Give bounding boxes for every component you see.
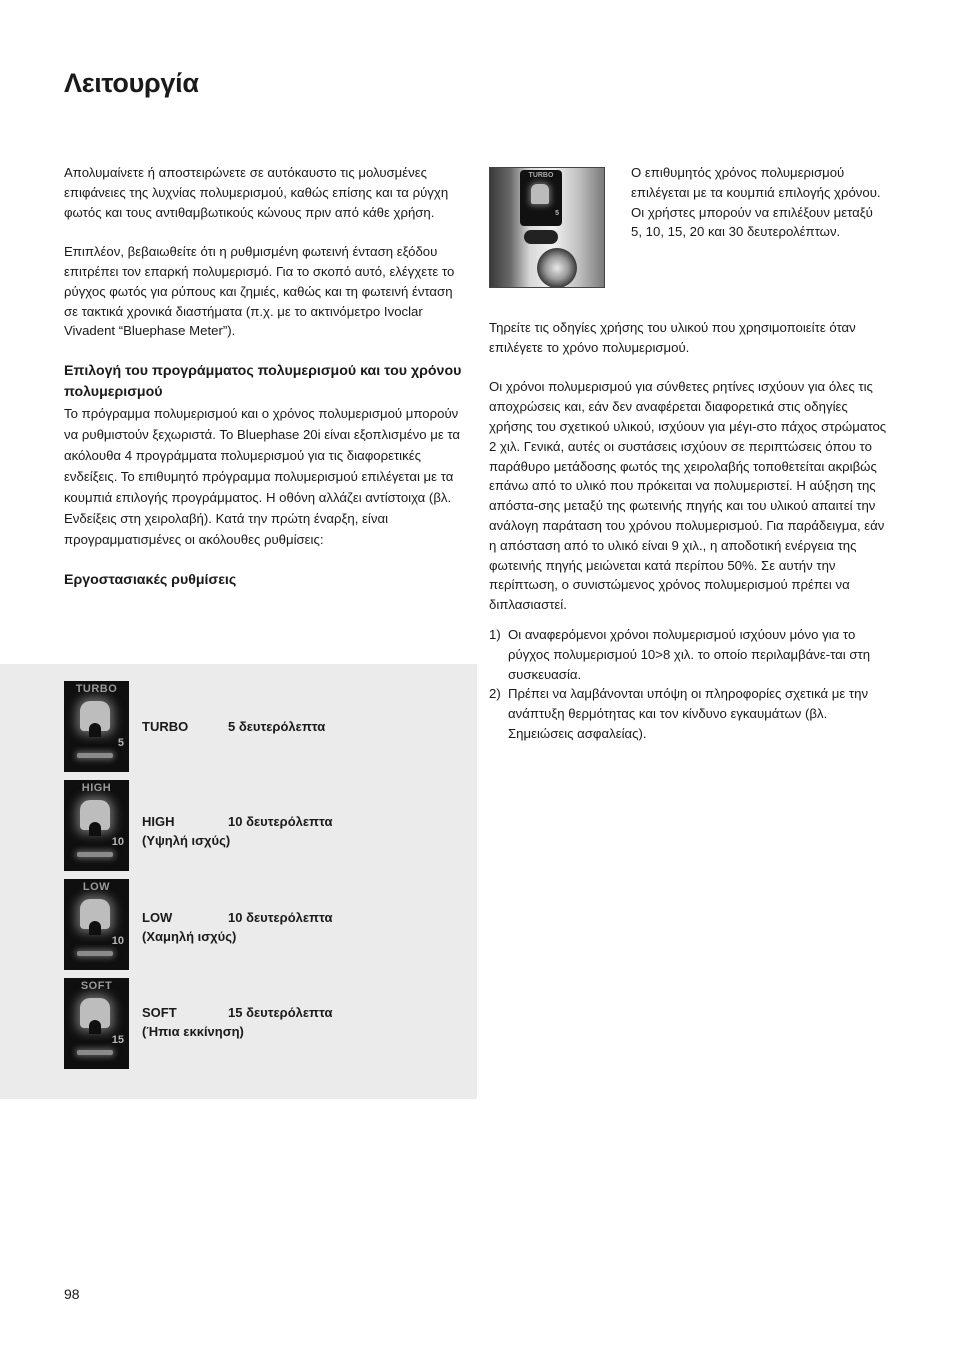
right-column bbox=[489, 318, 887, 744]
soft-display-icon bbox=[64, 978, 129, 1069]
footnote-number: 2) bbox=[489, 686, 501, 702]
lcd-seconds: 15 bbox=[111, 1034, 124, 1046]
tooth-icon bbox=[80, 899, 110, 929]
time-selection-caption: Ο επιθυμητός χρόνος πολυμερισμού επιλέγεται με τα κουμπιά επιλογής χρόνου. Οι χρήστες μπορούν να επιλέξουν μεταξύ 5, 10, 15, 20 και 30 δευτερολέπτων. bbox=[631, 165, 881, 240]
program-time: 10 δευτερόλεπτα bbox=[228, 910, 333, 925]
tooth-icon bbox=[80, 998, 110, 1028]
device-screen-label: TURBO bbox=[528, 172, 554, 179]
curing-times-paragraph: Οι χρόνοι πολυμερισμού για σύνθετες ρητίνες ισχύουν για όλες τις αποχρώσεις και, εάν δεν αναφέρεται διαφορετικά στις οδηγίες χρήσης του σχετικού υλικού, ισχύουν για μέγι-στο πάχος στρώματος 2 χιλ. Γενικά, αυτές οι συστάσεις ισχύουν σε περιπτώσεις όπου το παράθυρο μετάδοσης φωτός της χειρολαβής τοποθετείται ακριβώς επάνω από το υλικό που πρόκειται να πολυμεριστεί. Η αύξηση της απόστα-σης μεταξύ της φωτεινής πηγής και του υλικού απαιτεί την ανάλογη παράταση του χρόνου πολυμερισμού. Για παράδειγμα, εάν η απόσταση από το υλικό είναι 9 χιλ., η αποδοτική ενέργεια της φωτεινής πηγής μειώνεται κατά περίπου 50%. Σε αυτήν την περίπτωση, ο συνιστώμενος χρόνος πολυμερισμού πρέπει να διπλασιαστεί. bbox=[489, 379, 887, 613]
page-number: 98 bbox=[64, 1286, 80, 1302]
program-text bbox=[142, 717, 325, 736]
program-name: TURBO bbox=[142, 719, 189, 734]
device-button-icon bbox=[524, 230, 558, 244]
left-column bbox=[64, 163, 466, 591]
device-handpiece-photo bbox=[489, 167, 605, 288]
tooth-icon bbox=[80, 701, 110, 731]
footnote-item bbox=[489, 684, 887, 743]
disinfection-paragraph: Απολυμαίνετε ή αποστειρώνετε σε αυτόκαυστο τις μολυσμένες επιφάνειες της λυχνίας πολυμερισμού, καθώς επίσης και τα ρύγχη φωτός και τους αντιθαμβωτικούς κώνους πριν από κάθε χρήση. bbox=[64, 165, 449, 220]
lcd-mode-label: LOW bbox=[82, 881, 111, 893]
program-text bbox=[142, 1003, 332, 1041]
turbo-display-icon bbox=[64, 681, 129, 772]
program-row-soft bbox=[64, 978, 444, 1069]
program-time: 15 δευτερόλεπτα bbox=[228, 1005, 333, 1020]
footnote-text: Οι αναφερόμενοι χρόνοι πολυμερισμού ισχύουν μόνο για το ρύγχος πολυμερισμού 10>8 χιλ. το οποίο περιλαμβάνε-ται στη συσκευασία. bbox=[508, 626, 871, 682]
program-text bbox=[142, 908, 332, 946]
program-description: (Υψηλή ισχύς) bbox=[142, 833, 231, 848]
lcd-seconds: 5 bbox=[117, 737, 124, 749]
footnote-item bbox=[489, 625, 887, 684]
lcd-bar-icon bbox=[77, 753, 113, 758]
program-text bbox=[142, 812, 332, 850]
program-selection-paragraph: Το πρόγραμμα πολυμερισμού και ο χρόνος πολυμερισμού μπορούν να ρυθμιστούν ξεχωριστά. Το Bluephase 20i είναι εξοπλισμένο με τα ακόλουθα 4 προγράμματα πολυμερισμού για τις διαφορετικές ενδείξεις. Το επιθυμητό πρόγραμμα πολυμερισμού επιλέγεται με τα κουμπιά επιλογής προγράμματος. Η οθόνη αλλάζει αντίστοιχα (βλ. Ενδείξεις στη χειρολαβή). Κατά την πρώτη έναρξη, είναι προγραμματισμένες οι ακόλουθες ρυθμίσεις: bbox=[64, 405, 461, 547]
factory-settings-heading: Εργοστασιακές ρυθμίσεις bbox=[64, 571, 237, 588]
device-screen-seconds: 5 bbox=[555, 210, 559, 217]
lcd-bar-icon bbox=[77, 1050, 113, 1055]
program-description: (Χαμηλή ισχύς) bbox=[142, 929, 237, 944]
device-knob-icon bbox=[537, 248, 577, 288]
lcd-bar-icon bbox=[77, 951, 113, 956]
program-name: HIGH bbox=[142, 814, 175, 829]
program-row-low bbox=[64, 879, 444, 970]
device-screen bbox=[520, 170, 562, 226]
program-name: LOW bbox=[142, 910, 173, 925]
page-title: Λειτουργία bbox=[64, 68, 199, 98]
program-row-turbo bbox=[64, 681, 444, 772]
lcd-mode-label: HIGH bbox=[81, 782, 112, 794]
lcd-seconds: 10 bbox=[111, 836, 124, 848]
program-name: SOFT bbox=[142, 1005, 177, 1020]
lcd-bar-icon bbox=[77, 852, 113, 857]
tooth-icon bbox=[80, 800, 110, 830]
lcd-mode-label: SOFT bbox=[80, 980, 113, 992]
program-time: 10 δευτερόλεπτα bbox=[228, 814, 333, 829]
lcd-seconds: 10 bbox=[111, 935, 124, 947]
instructions-paragraph: Τηρείτε τις οδηγίες χρήσης του υλικού που χρησιμοποιείτε όταν επιλέγετε το χρόνο πολυμερισμού. bbox=[489, 320, 856, 355]
program-row-high bbox=[64, 780, 444, 871]
footnotes-list bbox=[489, 625, 887, 744]
footnote-number: 1) bbox=[489, 626, 501, 642]
lcd-mode-label: TURBO bbox=[75, 683, 118, 695]
high-display-icon bbox=[64, 780, 129, 871]
low-display-icon bbox=[64, 879, 129, 970]
program-selection-heading: Επιλογή του προγράμματος πολυμερισμού και του χρόνου πολυμερισμού bbox=[64, 362, 462, 400]
intensity-paragraph: Επιπλέον, βεβαιωθείτε ότι η ρυθμισμένη φωτεινή ένταση εξόδου επιτρέπει τον επαρκή πολυμερισμό. Για το σκοπό αυτό, ελέγχετε το ρύγχος φωτός για ρύπους και ζημιές, καθώς και τη φωτεινή ένταση σε τακτικά χρονικά διαστήματα (π.χ. με το ακτινόμετρο Ivoclar Vivadent “Bluephase Meter”). bbox=[64, 244, 455, 339]
footnote-text: Πρέπει να λαμβάνονται υπόψη οι πληροφορίες σχετικά με την ανάπτυξη θερμότητας και τον κίνδυνο εγκαυμάτων (βλ. Σημειώσεις ασφαλείας). bbox=[508, 686, 869, 741]
program-description: (Ήπια εκκίνηση) bbox=[142, 1024, 244, 1039]
program-time: 5 δευτερόλεπτα bbox=[228, 719, 326, 734]
